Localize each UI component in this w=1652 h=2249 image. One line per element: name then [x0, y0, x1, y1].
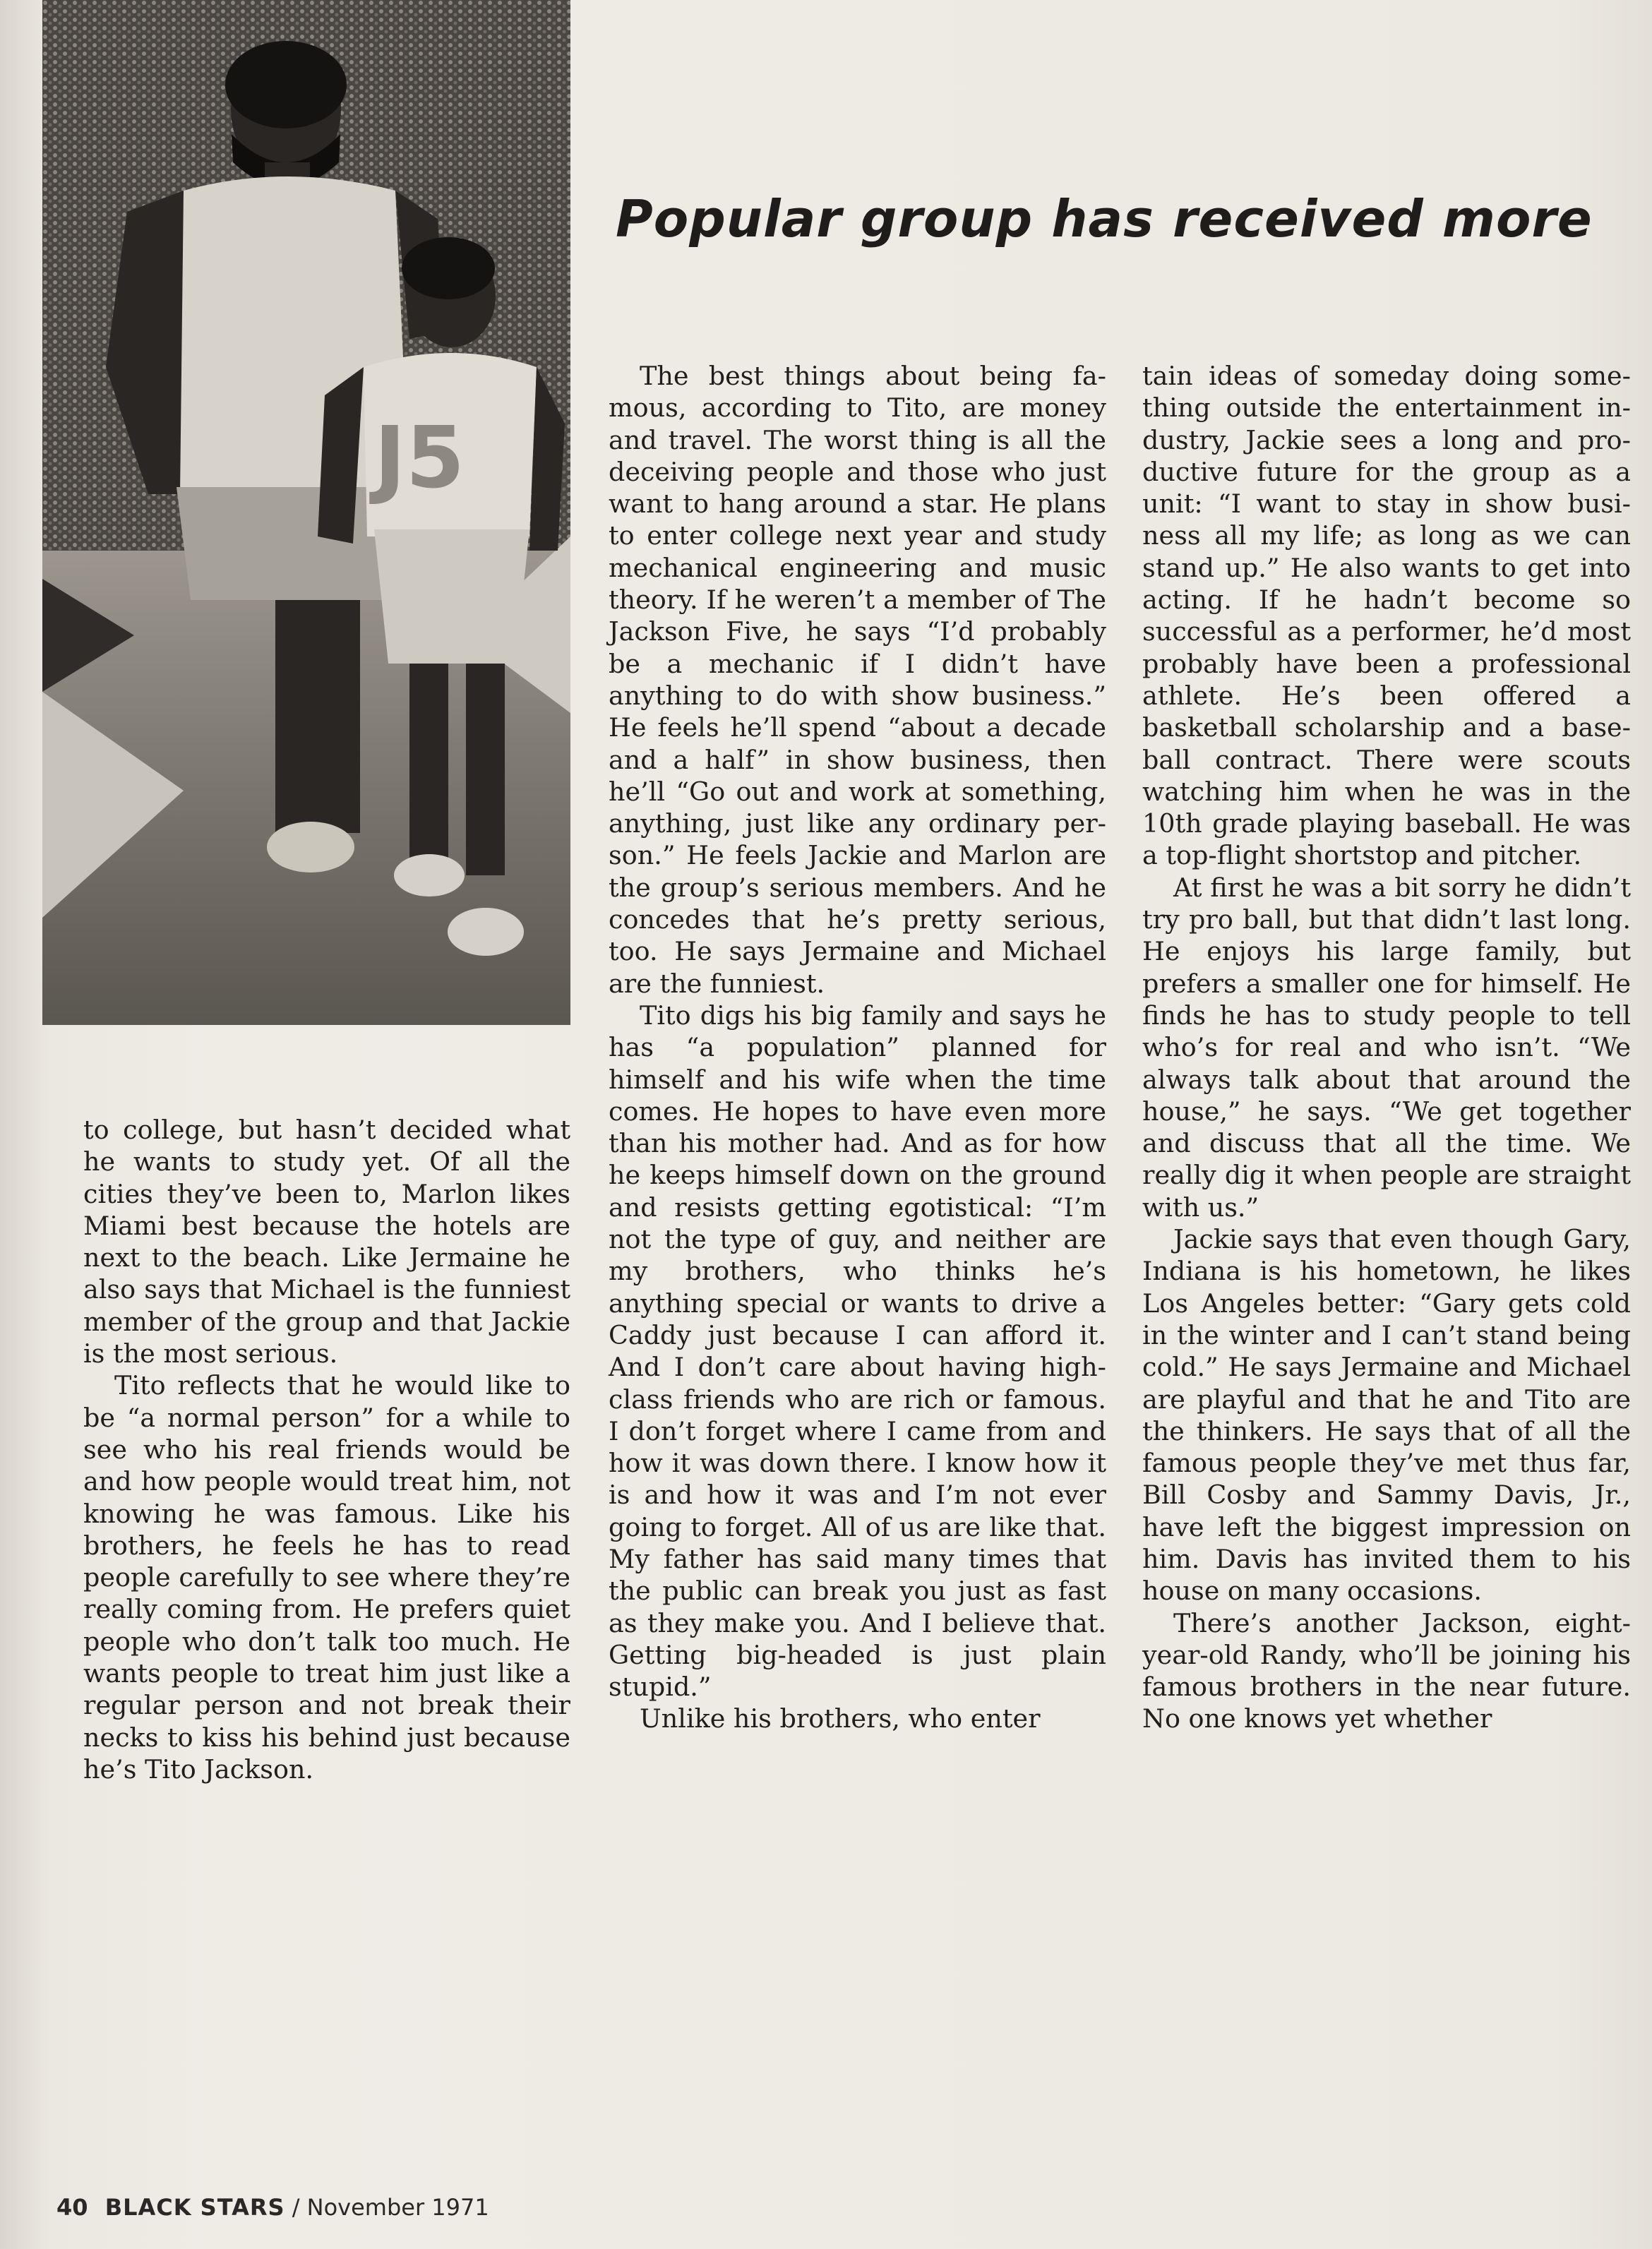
paragraph: There’s another Jackson, eightyear-old Randy, who’ll be joining his famous brothers in the near future. No one knows yet whether — [1142, 1607, 1631, 1734]
page-number: 40 — [56, 2194, 88, 2221]
paragraph: At first he was a bit sorry he didn’t try pro ball, but that didn’t last long. He enjoys his large family, but prefers a smaller one for himself. He finds he has to study people to tell who’s for real and who isn’t. “We always talk about that around the house,” he says. “We get together and discuss that all the time. We really dig it when people are straight with us.” — [1142, 872, 1631, 1223]
page-footer — [56, 2194, 489, 2221]
article-photo — [42, 0, 570, 1025]
paragraph: tain ideas of someday doing something outside the entertainment industry, Jackie sees a long and productive future for the group as a unit: “I want to stay in show business all my life; as long as we can stand up.” He also wants to get into acting. If he hadn’t become so successful as a performer, he’d most probably have been a professional athlete. He’s been offered a basketball scholarship and a baseball contract. There were scouts watching him when he was in the 10th grade playing baseball. He was a top-flight shortstop and pitcher. — [1142, 361, 1631, 871]
article-column-1 — [83, 1114, 570, 1785]
jersey-text: J5 — [374, 409, 465, 508]
article-column-3 — [1142, 360, 1631, 1735]
headline: Popular group has received more — [616, 189, 1593, 248]
footer-separator: / — [292, 2194, 300, 2221]
paragraph: Jackie says that even though Gary, Indiana is his hometown, he likes Los Angeles better: “Gary gets cold in the winter and I can’t stand being cold.” He says Jermaine and Michael are playful and that he and Tito are the thinkers. He says that of all the famous people they’ve met thus far, Bill Cosby and Sammy Davis, Jr., have left the biggest impression on him. Davis has invited them to his house on many occasions. — [1142, 1224, 1631, 1607]
paragraph: Tito digs his big family and says he has “a population” planned for himself and his wife when the time comes. He hopes to have even more than his mother had. And as for how he keeps himself down on the ground and resists getting egotistical: “I’m not the type of guy, and neither are my brothers, who thinks he’s anything special or wants to drive a Caddy just because I can afford it. And I don’t care about having high-class friends who are rich or famous. I don’t forget where I came from and how it was down there. I know how it is and how it was and I’m not ever going to forget. All of us are like that. My father has said many times that the public can break you just as fast as they make you. And I believe that. Getting big-headed is just plain stupid.” — [609, 1000, 1106, 1703]
paragraph: to college, but hasn’t decided what he wants to study yet. Of all the cities they’ve been to, Marlon likes Miami best because the hotels are next to the beach. Like Jermaine he also says that Michael is the funniest member of the group and that Jackie is the most serious. — [83, 1115, 570, 1369]
article-column-2 — [609, 360, 1106, 1735]
magazine-name: BLACK STARS — [104, 2194, 285, 2221]
paragraph: Unlike his brothers, who enter — [640, 1703, 1041, 1734]
issue-date: November 1971 — [306, 2194, 489, 2221]
paragraph: Tito reflects that he would like to be “a normal person” for a while to see who his real friends would be and how people would treat him, not knowing he was famous. Like his brothers, he feels he has to read people carefully to see where they’re really coming from. He prefers quiet people who don’t talk too much. He wants people to treat him just like a regular person and not break their necks to kiss his behind just because he’s Tito Jackson. — [83, 1370, 570, 1785]
paragraph: The best things about being famous, according to Tito, are money and travel. The worst thing is all the deceiving people and those who just want to hang around a star. He plans to enter college next year and study mechanical engineering and music theory. If he weren’t a member of The Jackson Five, he says “I’d probably be a mechanic if I didn’t have anything to do with show business.” He feels he’ll spend “about a decade and a half” in show business, then he’ll “Go out and work at something, anything, just like any ordinary person.” He feels Jackie and Marlon are the group’s serious members. And he concedes that he’s pretty serious, too. He says Jermaine and Michael are the funniest. — [609, 361, 1106, 999]
